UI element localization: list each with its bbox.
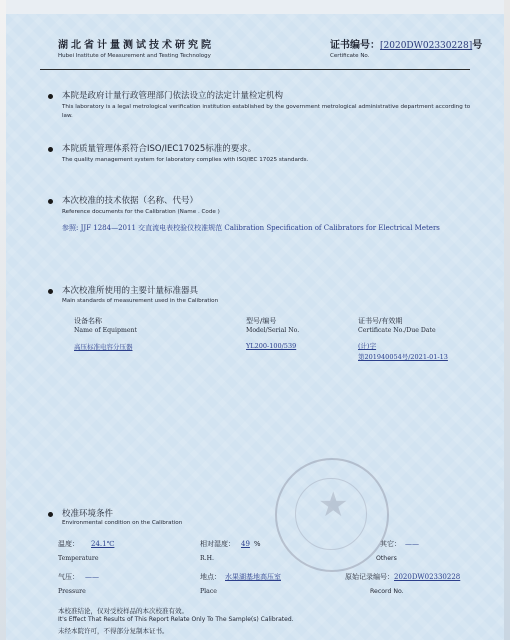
section2-title: 本院质量管理体系符合ISO/IEC17025标准的要求。 xyxy=(62,144,257,154)
certificate-number-value: [2020DW02330228] xyxy=(380,41,473,51)
left-edge xyxy=(0,0,6,640)
model-serial-header: 型号/编号 xyxy=(246,317,277,325)
section1-en: This laboratory is a legal metrological verification institution established by the government metrological administrative department according to law. xyxy=(62,104,471,119)
certificate-value-line1: (计)字 xyxy=(358,342,377,350)
section3-title: 本次校准的技术依据（名称、代号） xyxy=(62,196,199,206)
humidity-field xyxy=(200,539,261,549)
model-serial-header-en: Model/Serial No. xyxy=(246,327,300,334)
right-edge xyxy=(504,0,510,640)
certificate-number-en: Certificate No. xyxy=(330,53,370,59)
equipment-name-value: 高压标准电容分压器 xyxy=(74,343,133,351)
others-en: Others xyxy=(376,555,397,562)
others-label: 其它： xyxy=(380,540,401,548)
model-serial-value: YL200-100/539 xyxy=(246,342,297,350)
section4-en: Main standards of measurement used in the Calibration xyxy=(62,298,219,304)
pressure-en: Pressure xyxy=(58,588,86,595)
pressure-value: —— xyxy=(85,573,99,581)
pressure-label: 气压： xyxy=(58,573,79,581)
temperature-label: 温度： xyxy=(58,540,79,548)
temperature-value: 24.1℃ xyxy=(91,540,115,548)
certificate-due-header: 证书号/有效期 xyxy=(358,317,403,325)
footer-copy-note: 未经本院许可，不得部分复制本证书。 xyxy=(58,627,169,635)
record-en: Record No. xyxy=(370,588,404,595)
humidity-en: R.H. xyxy=(200,555,214,562)
footer-note-cn: 本校准结论，仅对受校样品的本次校准有效。 xyxy=(58,607,188,615)
header-divider xyxy=(40,69,470,70)
bullet-icon xyxy=(48,147,53,152)
record-label: 原始记录编号： xyxy=(345,573,394,581)
place-label: 地点： xyxy=(200,573,221,581)
certificate-number-label: 证书编号： xyxy=(330,40,380,51)
others-value: —— xyxy=(405,540,419,548)
section2-en: The quality management system for laboratory complies with ISO/IEC 17025 standards. xyxy=(62,157,309,163)
humidity-label: 相对湿度： xyxy=(200,540,235,548)
certificate-number xyxy=(330,36,482,51)
footer-note-en: It's Effect That Results of This Report Relate Only To The Sample(s) Calibrated. xyxy=(58,616,294,623)
section3-en: Reference documents for the Calibration (Name . Code ) xyxy=(62,209,220,215)
certificate-value-line2: 第201940054号/2021-01-13 xyxy=(358,353,448,361)
section1-title: 本院是政府计量行政管理部门依法设立的法定计量检定机构 xyxy=(62,91,284,101)
section5-en: Environmental condition on the Calibration xyxy=(62,520,183,526)
humidity-unit: % xyxy=(253,540,261,548)
temperature-en: Temperature xyxy=(58,555,99,562)
temperature-field xyxy=(58,539,114,549)
equipment-name-header-en: Name of Equipment xyxy=(74,327,137,334)
certificate-number-suffix: 号 xyxy=(472,40,483,51)
record-field xyxy=(345,572,460,582)
place-field xyxy=(200,572,281,582)
equipment-name-header: 设备名称 xyxy=(74,317,102,325)
bullet-icon xyxy=(48,94,53,99)
institute-name-cn: 湖北省计量测试技术研究院 xyxy=(58,40,214,51)
bullet-icon xyxy=(48,512,53,517)
humidity-value: 49 xyxy=(241,540,250,548)
bullet-icon xyxy=(48,199,53,204)
calibration-reference: 参照: JJF 1284—2011 交直流电表校验仪校准规范 Calibration Specification of Calibrators for Electrical Meters xyxy=(62,224,440,232)
others-field xyxy=(380,539,419,549)
place-value: 水果湖基地高压室 xyxy=(225,573,281,581)
bullet-icon xyxy=(48,289,53,294)
record-value: 2020DW02330228 xyxy=(394,573,461,581)
star-icon: ★ xyxy=(318,485,349,525)
pressure-field xyxy=(58,572,99,582)
certificate-due-header-en: Certificate No./Due Date xyxy=(358,327,436,334)
institute-name-en: Hubei Institute of Measurement and Testing Technology xyxy=(58,53,211,59)
place-en: Place xyxy=(200,588,217,595)
section4-title: 本次校准所使用的主要计量标准器具 xyxy=(62,286,199,296)
top-edge xyxy=(0,0,510,14)
section5-title: 校准环境条件 xyxy=(62,509,114,519)
